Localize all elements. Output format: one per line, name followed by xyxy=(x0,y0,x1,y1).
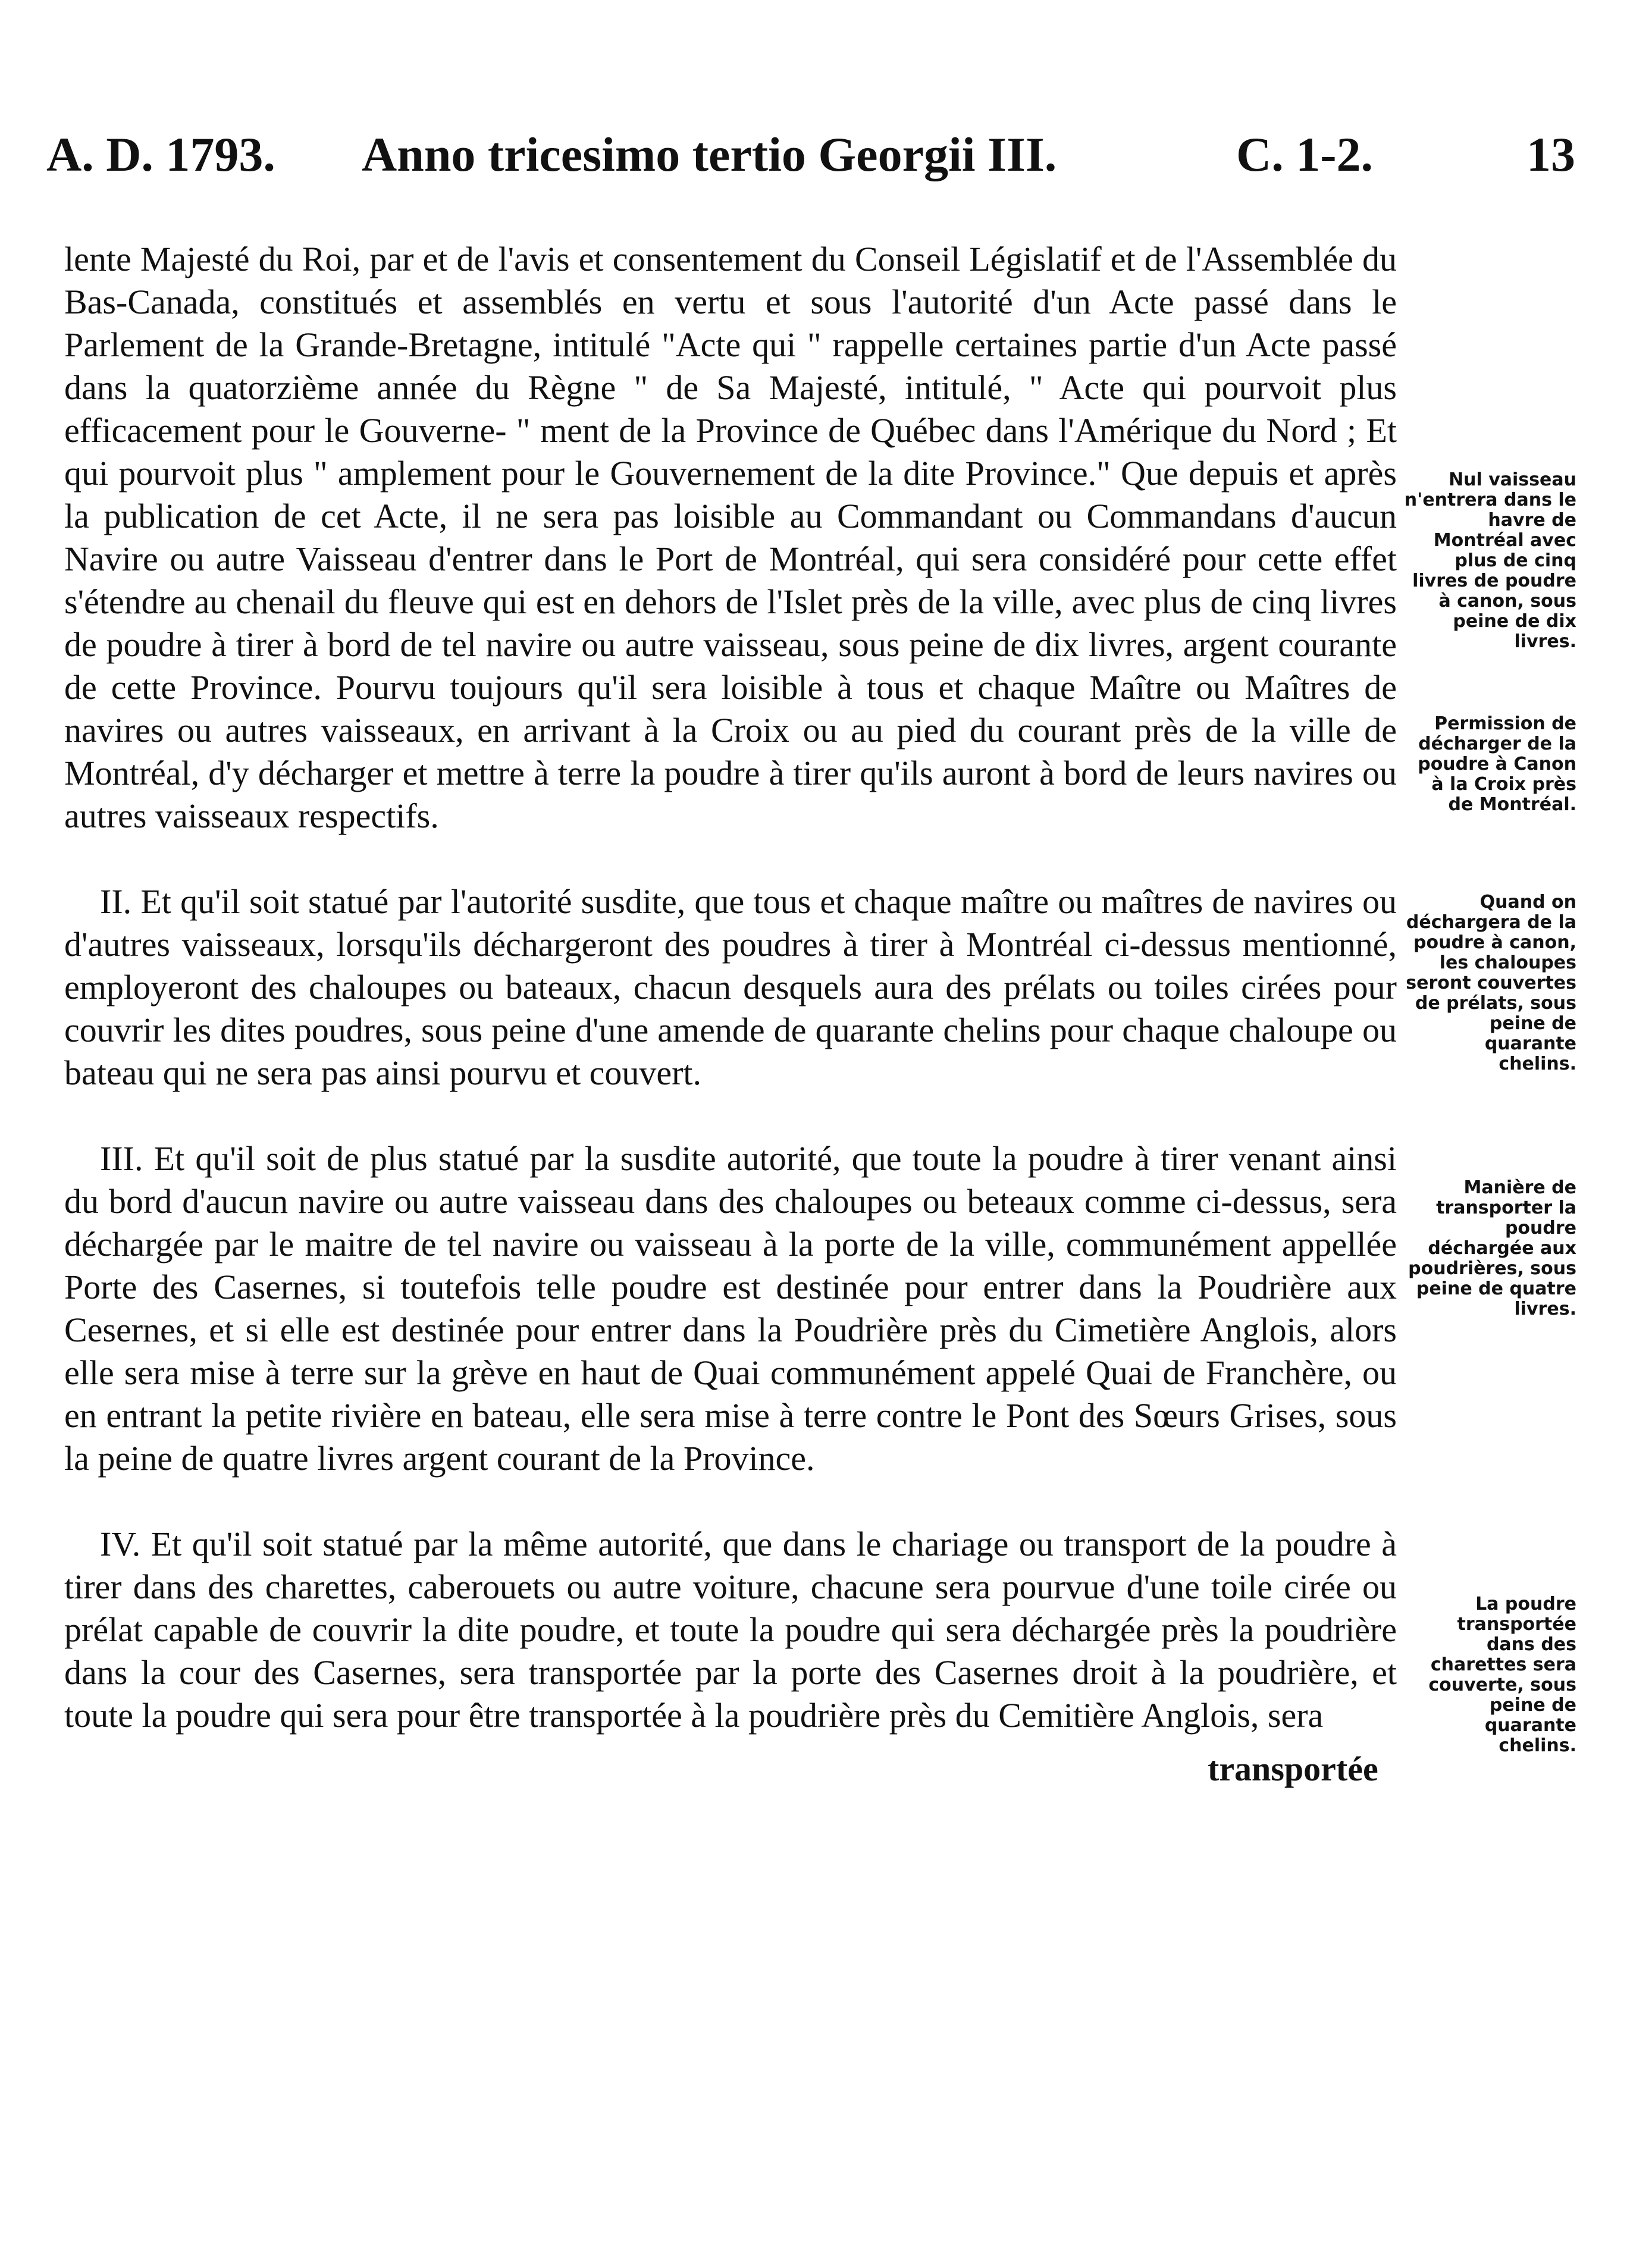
page-number: 13 xyxy=(1526,127,1575,181)
header-year: A. D. 1793. xyxy=(46,127,275,181)
header-chapter: C. 1-2. xyxy=(1236,127,1374,181)
margin-note: Permission de décharger de la poudre à Canon à la Croix près de Montréal. xyxy=(1418,713,1576,815)
header-title: Anno tricesimo tertio Georgii III. xyxy=(362,127,1057,181)
margin-note: La poudre transportée dans des charettes sera couverte, sous peine de quarante chelins. xyxy=(1428,1594,1576,1756)
paragraph-section-ii: II. Et qu'il soit statué par l'autorité susdite, que tous et chaque maître ou maîtres de navires ou d'autres vaisseaux, lorsqu'ils déchargeront des poudres à tirer à Montréal ci-dessus mentionné, employeront des chaloupes ou bateaux, chacun desquels aura des prélats ou toiles cirées pour couvrir les dites poudres, sous peine d'une amende de quarante chelins pour chaque chaloupe ou bateau qui ne sera pas ainsi pourvu et couvert. xyxy=(64,882,1397,1092)
main-text xyxy=(64,238,1397,1780)
catchword: transportée xyxy=(1208,1750,1378,1788)
paragraph-section-iii: III. Et qu'il soit de plus statué par la susdite autorité, que toute la poudre à tirer venant ainsi du bord d'aucun navire ou autre vaisseau dans des chaloupes ou beteaux comme ci-dessus, sera déchargée par le maitre de tel navire ou vaisseau à la porte de la ville, communément appellée Porte des Casernes, si toutefois telle poudre est destinée pour entrer dans la Poudrière aux Cesernes, et si elle est destinée pour entrer dans la Poudrière près du Cimetière Anglois, alors elle sera mise à terre sur la grève en haut de Quai communément appelé Quai de Franchère, ou en entrant la petite rivière en bateau, elle sera mise à terre contre le Pont des Sœurs Grises, sous la peine de quatre livres argent courant de la Province. xyxy=(64,1139,1397,1478)
paragraph-continued: lente Majesté du Roi, par et de l'avis et consentement du Conseil Législatif et de l'Assemblée du Bas-Canada, constitués et assemblés en vertu et sous l'autorité d'un Acte passé dans le Parlement de la Grande-Bretagne, intitulé "Acte qui " rappelle certaines partie d'un Acte passé dans la quatorzième année du Règne " de Sa Majesté, intitulé, " Acte qui pourvoit plus efficacement pour le Gouverne- " ment de la Province de Québec dans l'Amérique du Nord ; Et qui pourvoit plus " amplement pour le Gouvernement de la dite Province." Que depuis et après la publication de cet Acte, il ne sera pas loisible au Commandant ou Commandans d'aucun Navire ou autre Vaisseau d'entrer dans le Port de Montréal, qui sera considéré pour cette effet s'étendre au chenail du fleuve qui est en dehors de l'Islet près de la ville, avec plus de cinq livres de poudre à tirer à bord de tel navire ou autre vaisseau, sous peine de dix livres, argent courante de cette Province. Pourvu toujours qu'il sera loisible à tous et chaque Maître ou Maîtres de navires ou autres vaisseaux, en arrivant à la Croix ou au pied du courant près de la ville de Montréal, d'y décharger et mettre à terre la poudre à tirer qu'ils auront à bord de leurs navires ou autres vaisseaux respectifs. xyxy=(64,240,1397,835)
paragraph-section-iv: IV. Et qu'il soit statué par la même autorité, que dans le chariage ou transport de la poudre à tirer dans des charettes, caberouets ou autre voiture, chacune sera pourvue d'une toile cirée ou prélat capable de couvrir la dite poudre, et toute la poudre qui sera déchargée près la poudrière dans la cour des Casernes, sera transportée par la porte des Casernes droit à la poudrière, et toute la poudre qui sera pour être transportée à la poudrière près du Cemitière Anglois, sera xyxy=(64,1525,1397,1735)
running-header xyxy=(46,122,1575,187)
margin-note: Manière de transporter la poudre déchargée aux poudrières, sous peine de quatre livres. xyxy=(1408,1177,1576,1319)
margin-note: Quand on déchargera de la poudre à canon, les chaloupes seront couvertes de prélats, sous peine de quarante chelins. xyxy=(1406,892,1576,1074)
margin-note: Nul vaisseau n'entrera dans le havre de Montréal avec plus de cinq livres de poudre à canon, sous peine de dix livres. xyxy=(1404,469,1576,652)
margin-notes xyxy=(1404,0,1582,2248)
